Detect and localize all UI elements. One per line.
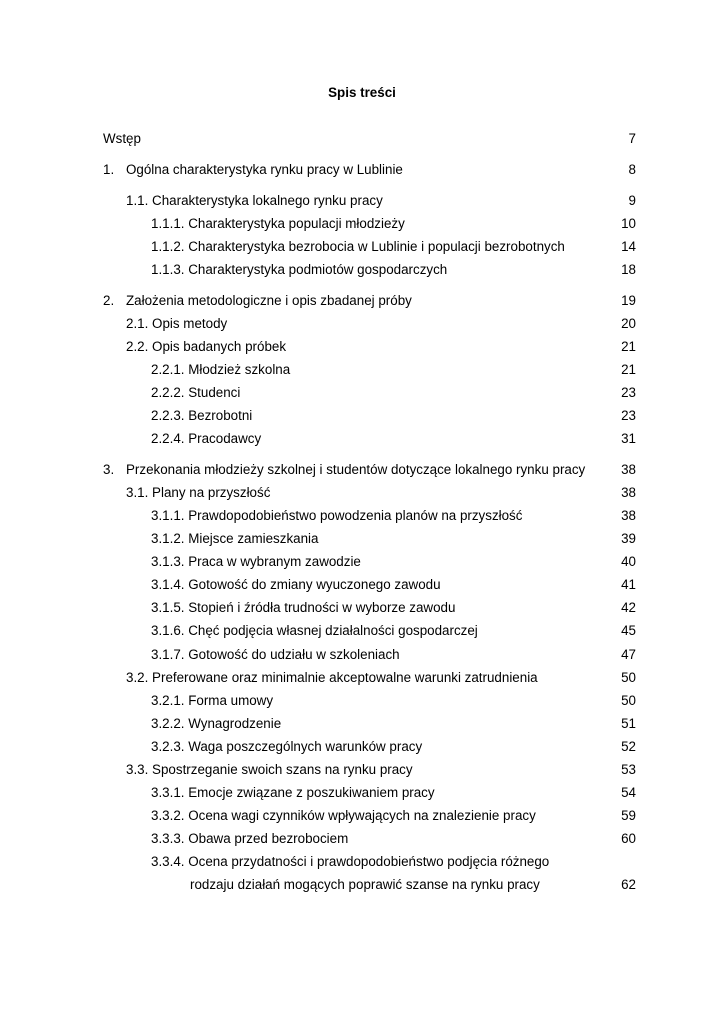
page-title: Spis treści — [328, 85, 396, 100]
toc-entry-text: 3.2.2. Wynagrodzenie — [151, 716, 282, 731]
toc-entry-text: 3.1.3. Praca w wybranym zawodzie — [151, 554, 361, 569]
toc-entry-page-number: 47 — [621, 647, 636, 662]
toc-entry-page-number: 50 — [621, 670, 636, 685]
toc-entry-page-number: 21 — [621, 362, 636, 377]
toc-entry — [0, 315, 724, 333]
toc-entry-page-number: 39 — [621, 531, 636, 546]
toc-entry — [0, 761, 724, 779]
toc-entry-text: 3.3.3. Obawa przed bezrobociem — [151, 831, 349, 846]
toc-entry-page-number: 45 — [621, 623, 636, 638]
toc-entry-text: Przekonania młodzieży szkolnej i studentów dotyczące lokalnego rynku pracy — [126, 462, 586, 477]
toc-entry-text: 3.1.1. Prawdopodobieństwo powodzenia planów na przyszłość — [151, 508, 523, 523]
toc-entry — [0, 530, 724, 548]
toc-entry — [0, 807, 724, 825]
toc-entry — [0, 407, 724, 425]
toc-entry-text: 3.3.2. Ocena wagi czynników wpływających na znalezienie pracy — [151, 808, 536, 823]
toc-entry — [0, 261, 724, 279]
toc-entry-page-number: 42 — [621, 600, 636, 615]
toc-entry-text: 3.2.1. Forma umowy — [151, 693, 274, 708]
toc-entry — [0, 130, 724, 148]
toc-entry-text: 1.1.2. Charakterystyka bezrobocia w Lublinie i populacji bezrobotnych — [151, 239, 565, 254]
toc-entry — [0, 715, 724, 733]
toc-entry — [0, 238, 724, 256]
toc-entry — [0, 692, 724, 710]
toc-entry-page-number: 10 — [621, 216, 636, 231]
toc-entry-text: 3.3. Spostrzeganie swoich szans na rynku pracy — [126, 762, 413, 777]
toc-entry-page-number: 62 — [621, 877, 636, 892]
toc-entry-page-number: 41 — [621, 577, 636, 592]
toc-entry — [0, 784, 724, 802]
toc-entry-text: Wstęp — [103, 131, 141, 146]
toc-entry-page-number: 52 — [621, 739, 636, 754]
toc-entry-page-number: 23 — [621, 385, 636, 400]
toc-entry-page-number: 38 — [621, 508, 636, 523]
toc-entry — [0, 738, 724, 756]
toc-entry-text: 3.3.1. Emocje związane z poszukiwaniem pracy — [151, 785, 435, 800]
toc-entry — [0, 161, 724, 179]
toc-entry-page-number: 53 — [621, 762, 636, 777]
toc-entry — [0, 553, 724, 571]
toc-entry-text: 2.2.4. Pracodawcy — [151, 431, 262, 446]
toc-entry-text: 3.1.4. Gotowość do zmiany wyuczonego zawodu — [151, 577, 441, 592]
toc-entry-text: 1.1.3. Charakterystyka podmiotów gospodarczych — [151, 262, 448, 277]
toc-entry-page-number: 54 — [621, 785, 636, 800]
toc-entry-page-number: 14 — [621, 239, 636, 254]
toc-entry-text: 2.2. Opis badanych próbek — [126, 339, 287, 354]
toc-entry-page-number: 31 — [621, 431, 636, 446]
toc-entry-text: 3.1. Plany na przyszłość — [126, 485, 271, 500]
toc-entry-page-number: 40 — [621, 554, 636, 569]
toc-entry-page-number: 9 — [628, 193, 636, 208]
toc-entry-page-number: 38 — [621, 462, 636, 477]
toc-entry — [0, 622, 724, 640]
toc-entry-page-number: 18 — [621, 262, 636, 277]
toc-entry — [0, 876, 724, 894]
toc-entry-text: 2.2.1. Młodzież szkolna — [151, 362, 291, 377]
toc-entry — [0, 669, 724, 687]
toc-entry-page-number: 19 — [621, 293, 636, 308]
toc-entry — [0, 292, 724, 310]
toc-entry-text: 3.2. Preferowane oraz minimalnie akceptowalne warunki zatrudnienia — [126, 670, 538, 685]
toc-entry-text: 3.1.5. Stopień i źródła trudności w wyborze zawodu — [151, 600, 456, 615]
toc-entry-number: 2. — [103, 293, 115, 308]
toc-entry-text: 3.1.2. Miejsce zamieszkania — [151, 531, 319, 546]
toc-entry-number: 3. — [103, 462, 115, 477]
toc-entry — [0, 361, 724, 379]
toc-entry — [0, 484, 724, 502]
toc-entry-text: 3.2.3. Waga poszczególnych warunków pracy — [151, 739, 423, 754]
toc-entry-page-number: 7 — [628, 131, 636, 146]
toc-entry-text: rodzaju działań mogących poprawić szanse na rynku pracy — [190, 877, 540, 892]
toc-entry — [0, 646, 724, 664]
toc-entry — [0, 599, 724, 617]
toc-entry — [0, 576, 724, 594]
toc-entry-text: Założenia metodologiczne i opis zbadanej próby — [126, 293, 412, 308]
toc-entry — [0, 384, 724, 402]
toc-entry-text: 2.2.2. Studenci — [151, 385, 241, 400]
toc-entry-page-number: 59 — [621, 808, 636, 823]
toc-entry-text: 3.1.6. Chęć podjęcia własnej działalności gospodarczej — [151, 623, 478, 638]
toc-entry — [0, 853, 724, 871]
toc-entry-page-number: 51 — [621, 716, 636, 731]
toc-entry-text: 2.2.3. Bezrobotni — [151, 408, 253, 423]
toc-entry-text: Ogólna charakterystyka rynku pracy w Lublinie — [126, 162, 403, 177]
toc-entry-text: 1.1.1. Charakterystyka populacji młodzieży — [151, 216, 405, 231]
toc-entry-page-number: 38 — [621, 485, 636, 500]
toc-entry-page-number: 20 — [621, 316, 636, 331]
toc-entry — [0, 461, 724, 479]
toc-entry-page-number: 60 — [621, 831, 636, 846]
toc-entry-number: 1. — [103, 162, 115, 177]
toc-entry — [0, 338, 724, 356]
toc-entry-text: 3.1.7. Gotowość do udziału w szkoleniach — [151, 647, 400, 662]
toc-entry-text: 1.1. Charakterystyka lokalnego rynku pracy — [126, 193, 383, 208]
toc-entry-text: 2.1. Opis metody — [126, 316, 228, 331]
toc-entry-page-number: 21 — [621, 339, 636, 354]
toc-entry-page-number: 23 — [621, 408, 636, 423]
toc-entry — [0, 215, 724, 233]
toc-entry — [0, 430, 724, 448]
toc-entry — [0, 830, 724, 848]
toc-entry-text: 3.3.4. Ocena przydatności i prawdopodobieństwo podjęcia różnego — [151, 854, 550, 869]
toc-entry-page-number: 50 — [621, 693, 636, 708]
toc-entry-page-number: 8 — [628, 162, 636, 177]
toc-entry — [0, 507, 724, 525]
toc-entry — [0, 192, 724, 210]
